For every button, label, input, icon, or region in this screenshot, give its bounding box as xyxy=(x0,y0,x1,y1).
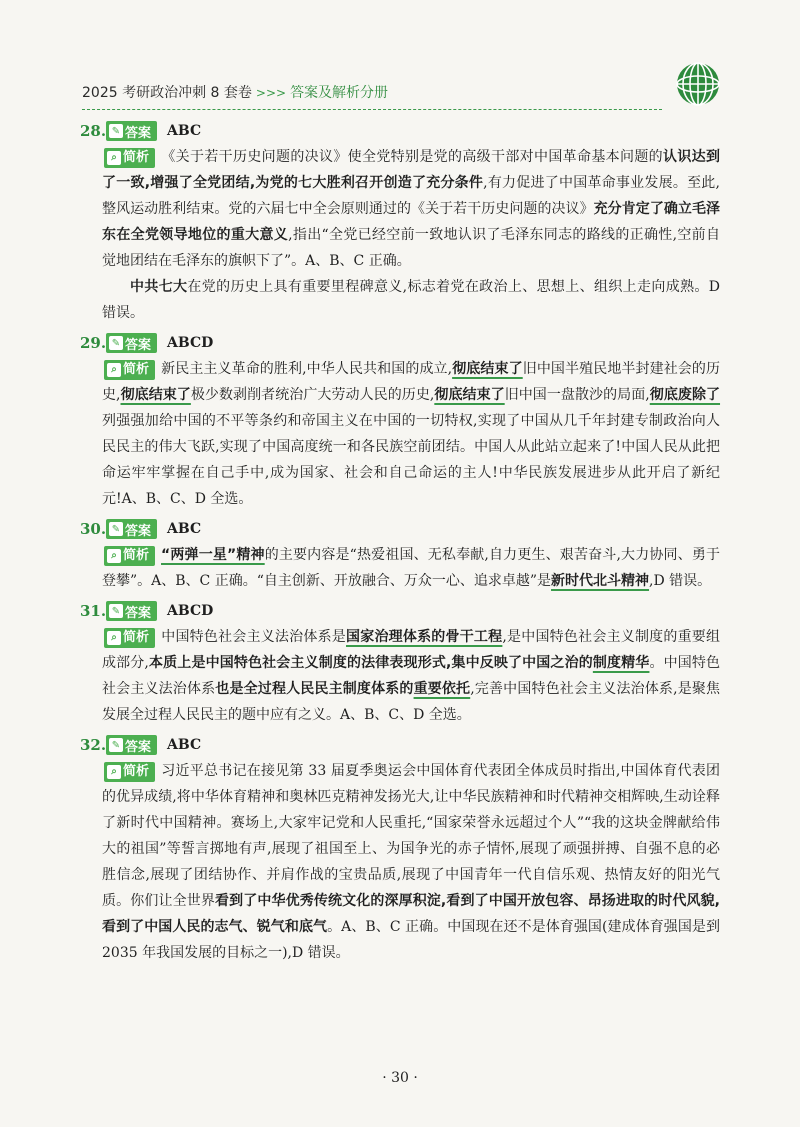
answer-label-tag xyxy=(106,519,157,539)
magnifier-icon: ⌕ xyxy=(107,151,121,165)
answer-value: ABCD xyxy=(167,335,214,351)
highlighted-phrase: 制度精华 xyxy=(592,655,650,671)
highlighted-phrase: “两弹一星”精神 xyxy=(161,547,265,563)
text-run: ,指出“全党已经空前一致地认识了毛泽东同志的路线的正确性,空前自觉地团结在毛泽东的旗帜下了”。A、B、C 正确。 xyxy=(102,227,721,269)
magnifier-icon: ⌕ xyxy=(107,765,121,779)
highlighted-phrase: 彻底结束了 xyxy=(452,361,523,377)
text-run: 旧中国一盘散沙的局面, xyxy=(504,387,650,403)
text-run: ,完善中国特色社会主义法治体系,是聚焦发展全过程人民民主的题中应有之义。A、B、C、D 全选。 xyxy=(102,681,721,723)
question-block xyxy=(80,598,720,728)
text-run: 。A、B、C 正确。中国现在还不是体育强国(建成体育强国是到 2035 年我国发展的目标之一),D 错误。 xyxy=(102,919,721,961)
text-run: 的主要内容是“热爱祖国、无私奉献,自力更生、艰苦奋斗,大力协同、勇于登攀”。A、B、C 正确。“自主创新、开放融合、万众一心、追求卓越”是 xyxy=(102,547,721,589)
bold-phrase: 也是全过程人民民主制度体系的 xyxy=(215,681,414,697)
header-subtitle: 答案及解析分册 xyxy=(290,85,389,101)
text-run: ,有力促进了中国革命事业发展。至此,整风运动胜利结束。党的六届七中全会原则通过的《关于若干历史问题的决议》 xyxy=(102,175,720,217)
question-number: 28 . xyxy=(80,122,104,140)
answer-label-tag xyxy=(106,735,157,755)
header-arrows: >>> xyxy=(255,86,287,100)
analysis-paragraph xyxy=(102,758,720,966)
analysis-paragraph xyxy=(102,144,720,274)
highlighted-phrase: 彻底结束了 xyxy=(120,387,191,403)
question-block xyxy=(80,330,720,512)
analysis-label-tag xyxy=(104,546,155,566)
answer-row xyxy=(80,732,720,758)
page-header xyxy=(82,78,722,118)
answer-value: ABC xyxy=(167,737,202,753)
analysis-label-tag xyxy=(104,148,155,168)
header-divider xyxy=(82,109,662,110)
pencil-icon: ✎ xyxy=(109,124,123,138)
answer-label-tag xyxy=(106,333,157,353)
answer-label: 答案 xyxy=(125,739,152,755)
analysis-paragraph-2 xyxy=(102,274,720,326)
book-title: 2025 考研政治冲刺 8 套卷 xyxy=(82,85,252,101)
answer-label-tag xyxy=(106,121,157,141)
text-run: 中国特色社会主义法治体系是 xyxy=(161,629,347,645)
analysis-label: 简析 xyxy=(123,362,150,377)
text-run: 习近平总书记在接见第 33 届夏季奥运会中国体育代表团全体成员时指出,中国体育代表团的优异成绩,将中华体育精神和奥林匹克精神发扬光大,让中华民族精神和时代精神交相辉映,生动诠释了新时代中国精神。赛场上,大家牢记党和人民重托,“国家荣誉永远超过个人”“我的这块金牌献给伟大的祖国”等誓言掷地有声,展现了祖国至上、为国争光的赤子情怀,展现了顽强拼搏、自强不息的必胜信念,展现了团结协作、并肩作战的宝贵品质,展现了中国青年一代自信乐观、热情友好的阳光气质。你们让全世界 xyxy=(102,763,720,909)
question-number: 31 . xyxy=(80,602,104,620)
pencil-icon: ✎ xyxy=(109,522,123,536)
bold-phrase: 充分肯定了确立毛泽东在全党领导地位的重大意义 xyxy=(102,201,721,243)
analysis-label: 简析 xyxy=(123,548,150,563)
question-block xyxy=(80,732,720,966)
text-run: 《关于若干历史问题的决议》使全党特别是党的高级干部对中国革命基本问题的 xyxy=(161,149,663,165)
header-title xyxy=(82,82,388,102)
text-run: 旧中国半殖民地半封建社会的历史, xyxy=(102,361,721,403)
analysis-label: 简析 xyxy=(123,630,150,645)
answer-label: 答案 xyxy=(125,337,152,353)
answer-value: ABCD xyxy=(167,603,214,619)
answer-label: 答案 xyxy=(125,523,152,539)
bold-phrase: 看到了中华优秀传统文化的深厚积淀,看到了中国开放包容、昂扬进取的时代风貌,看到了中国人民的志气、锐气和底气 xyxy=(102,893,721,935)
pencil-icon: ✎ xyxy=(109,738,123,752)
question-number: 30 . xyxy=(80,520,104,538)
answer-list xyxy=(80,118,720,970)
analysis-paragraph xyxy=(102,624,720,728)
analysis-label: 简析 xyxy=(123,764,150,779)
highlighted-phrase: 新时代北斗精神 xyxy=(551,573,650,589)
answer-label: 答案 xyxy=(125,605,152,621)
analysis-paragraph xyxy=(102,542,720,594)
text-run: ,是中国特色社会主义制度的重要组成部分, xyxy=(102,629,721,671)
question-number: 32 . xyxy=(80,736,104,754)
bold-phrase: 本质上是中国特色社会主义制度的法律表现形式,集中反映了中国之治的 xyxy=(148,655,593,671)
highlighted-phrase: 彻底结束了 xyxy=(434,387,505,403)
answer-value: ABC xyxy=(167,521,202,537)
answer-label: 答案 xyxy=(125,125,152,141)
analysis-label-tag xyxy=(104,628,155,648)
pencil-icon: ✎ xyxy=(109,336,123,350)
question-block xyxy=(80,516,720,594)
magnifier-icon: ⌕ xyxy=(107,363,121,377)
question-block xyxy=(80,118,720,326)
answer-row xyxy=(80,516,720,542)
text-run: 。中国特色社会主义法治体系 xyxy=(102,655,721,697)
question-number: 29 . xyxy=(80,334,104,352)
text-run: 列强强加给中国的不平等条约和帝国主义在中国的一切特权,实现了中国从几千年封建专制政治向人民民主的伟大飞跃,实现了中国高度统一和各民族空前团结。中国人从此站立起来了!中国人民从此把命运牢牢掌握在自己手中,成为国家、社会和自己命运的主人!中华民族发展进步从此开启了新纪元!A、B、C、D 全选。 xyxy=(102,413,720,507)
answer-value: ABC xyxy=(167,123,202,139)
answer-row xyxy=(80,118,720,144)
globe-icon xyxy=(674,60,722,108)
bold-phrase: 中共七大 xyxy=(130,279,188,295)
analysis-label-tag xyxy=(104,762,155,782)
pencil-icon: ✎ xyxy=(109,604,123,618)
analysis-paragraph xyxy=(102,356,720,512)
magnifier-icon: ⌕ xyxy=(107,631,121,645)
analysis-label-tag xyxy=(104,360,155,380)
text-run: 新民主主义革命的胜利,中华人民共和国的成立, xyxy=(161,361,453,377)
text-run: 在党的历史上具有重要里程碑意义,标志着党在政治上、思想上、组织上走向成熟。D 错误。 xyxy=(102,279,720,321)
text-run: ,D 错误。 xyxy=(649,573,712,589)
analysis-label: 简析 xyxy=(123,150,150,165)
bold-phrase: 认识达到了一致,增强了全党团结,为党的七大胜利召开创造了充分条件 xyxy=(102,149,720,191)
answer-label-tag xyxy=(106,601,157,621)
magnifier-icon: ⌕ xyxy=(107,549,121,563)
highlighted-phrase: 彻底废除了 xyxy=(649,387,721,403)
highlighted-phrase: 重要依托 xyxy=(413,681,471,697)
text-run: 极少数剥削者统治广大劳动人民的历史, xyxy=(190,387,435,403)
highlighted-phrase: 国家治理体系的骨干工程 xyxy=(346,629,503,645)
answer-row xyxy=(80,598,720,624)
answer-row xyxy=(80,330,720,356)
page-number: · 30 · xyxy=(382,1070,418,1086)
